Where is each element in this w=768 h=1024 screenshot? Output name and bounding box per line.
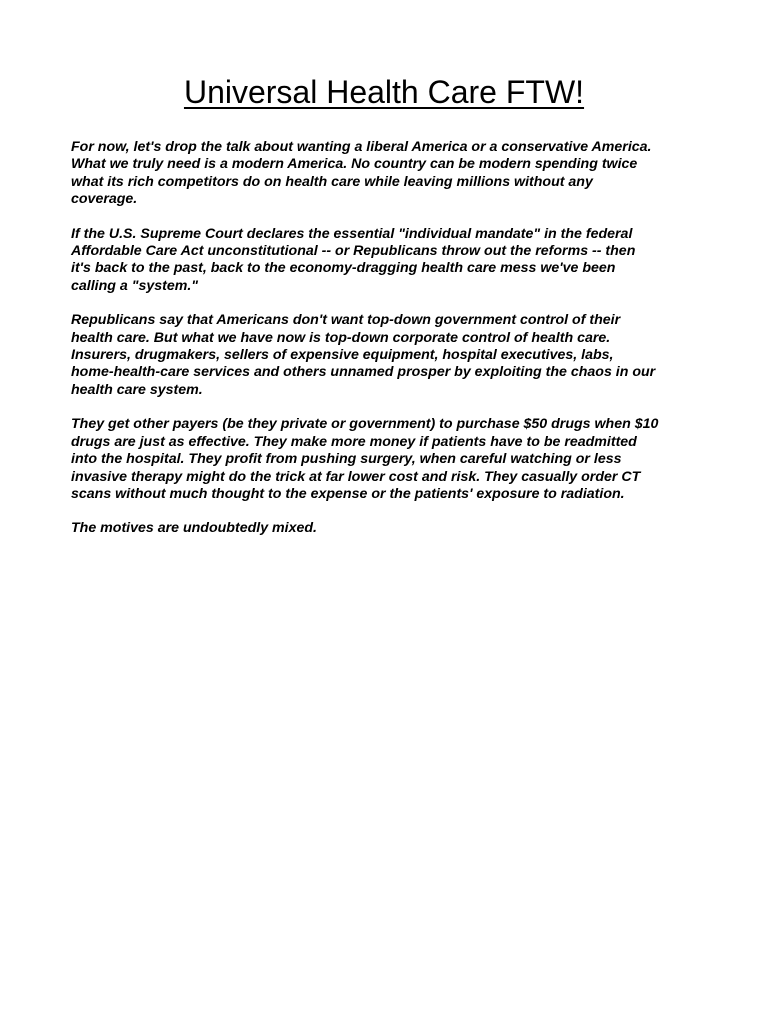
paragraph-line: health care. But what we have now is top-down corporate control of health care. xyxy=(71,329,611,346)
paragraph-line: invasive therapy might do the trick at far lower cost and risk. They casually order CT xyxy=(71,468,641,485)
paragraph-4 xyxy=(71,416,711,503)
paragraph-line: Affordable Care Act unconstitutional -- or Republicans throw out the reforms -- then xyxy=(71,243,636,260)
paragraph-line: They get other payers (be they private or government) to purchase $50 drugs when $10 xyxy=(71,416,659,433)
paragraph-line: Insurers, drugmakers, sellers of expensive equipment, hospital executives, labs, xyxy=(71,347,614,364)
paragraph-line: what its rich competitors do on health care while leaving millions without any xyxy=(71,173,593,190)
paragraph-1 xyxy=(71,139,711,209)
paragraph-3 xyxy=(71,312,711,399)
paragraph-line: For now, let's drop the talk about wanting a liberal America or a conservative America. xyxy=(71,139,652,155)
paragraph-line: coverage. xyxy=(71,191,138,208)
paragraph-line: health care system. xyxy=(71,381,203,398)
paragraph-line: home-health-care services and others unnamed prosper by exploiting the chaos in our xyxy=(71,364,656,381)
paragraph-2 xyxy=(71,226,711,296)
paragraph-line: If the U.S. Supreme Court declares the essential "individual mandate" in the federal xyxy=(71,225,633,242)
document-title: Universal Health Care FTW! xyxy=(183,74,585,110)
paragraph-line: into the hospital. They profit from pushing surgery, when careful watching or less xyxy=(71,451,622,468)
paragraph-line: scans without much thought to the expense or the patients' exposure to radiation. xyxy=(71,485,625,502)
paragraph-line: it's back to the past, back to the economy-dragging health care mess we've been xyxy=(71,260,616,277)
paragraph-line: calling a "system." xyxy=(71,277,199,294)
document-body xyxy=(71,139,711,555)
paragraph-line: The motives are undoubtedly mixed. xyxy=(71,520,317,537)
paragraph-line: drugs are just as effective. They make more money if patients have to be readmitted xyxy=(71,433,637,450)
paragraph-line: Republicans say that Americans don't want top-down government control of their xyxy=(71,312,621,329)
paragraph-line: What we truly need is a modern America. No country can be modern spending twice xyxy=(71,156,638,173)
paragraph-5 xyxy=(71,520,711,537)
